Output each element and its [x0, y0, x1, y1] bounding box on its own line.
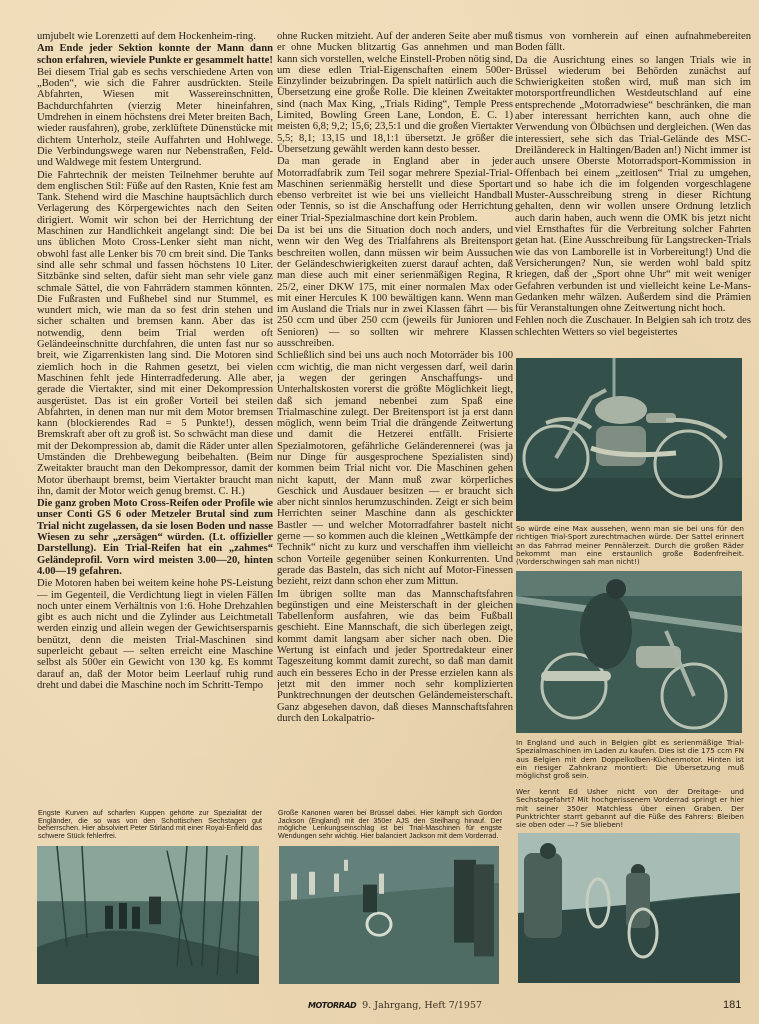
paragraph: Im übrigen sollte man das Mannschaftsfahren begünstigen und eine Meisterschaft in der gleichen Tabellenform ausfahren, wie das beim Fußball geschieht. Eine Mannschaft, die sich überlegen zeigt, kommt damit langsam aber sicher nach oben. Die Wertung ist einfach und jeder Sportredakteur einer Tageszeitung kommt damit zurecht, so daß man damit auch ein besseres Echo in der Presse erzielen kann als jetzt mit den immer noch sehr komplizierten Punktrechnungen der deutschen Geländemeisterschaft. Ganz abgesehen davon, daß dieses Mannschaftsfahren durch den Lokalpatrio-	[277, 588, 513, 724]
paragraph: Schließlich sind bei uns auch noch Motorräder bis 100 ccm wichtig, die man nicht vergessen darf, weil darin ja wegen der geringen Anschaffungs- und Unterhaltskosten vorerst die größte Möglichkeit liegt, daß sich jemand nebenbei zum Spaß eine Trialmaschine zulegt. Der Breitensport ist ja erst dann möglich, wenn beim Trial die drängende Zeitwertung und damit die Hetzerei entfällt. Frisierte Spezialmotoren, gefährliche Geländerennerei (was ja nur Dinge für ausgesprochene Spezialisten sind) kommen beim Trial nicht vor. Die Maschinen gehen nicht kaputt, der Mann muß zwar körperliches Geschick und Ausdauer besitzen — er braucht sich aber nicht sinnlos herumzuschinden. Zeigt er sich beim Herrichten seiner Maschine dann als geschickter Bastler — und welcher Motorradfahrer bastelt nicht gerne — so kommen auch die kleinen „Wettkämpfe der Technik“ nicht zu kurz und verschaffen ihm vielleicht schon Vorteile gegenüber seinen Konkurrenten. Und gerade das Basteln, das sich nicht auf Motor-Finessen bezieht, reizt dann schon eher zum Mittun.	[277, 350, 513, 588]
page-footer	[308, 1000, 482, 1011]
caption-gordon-jackson: Große Kanonen waren bei Brüssel dabei. Hier kämpft sich Gordon Jackson (England) mit der 350er AJS den Steilhang hinauf. Der mögliche Lenkungseinschlag ist bei Trial-Maschinen für engste Wendungen sehr wichtig. Hier balanciert Jackson mit dem Vorderrad.	[278, 808, 502, 840]
caption-peter-stirland: Engste Kurven auf scharfen Kuppen gehörte zur Spezialität der Engländer, die so was von den Schottischen Sechstagen gut beherrschen. Hier absolviert Peter Stirland mit einer Royal-Enfield das schwere Stück fehlerfrei.	[38, 808, 262, 840]
paragraph: ohne Rucken mitzieht. Auf der anderen Seite aber muß er ohne Mucken blitzartig Gas annehmen und man kann sich vorstellen, welche Einstell-Proben nötig sind, um diese edlen Trial-Eigenschaften einem 500er-Einzylinder beizubringen. Da spielt natürlich auch die Übersetzung eine große Rolle. Die kleinen Zweitakter sind (nach Max King, „Trials Riding“, Temple Press Limited, Bowling Green Lane, London, E. C. 1) meisten 6,8; 9,2; 15,6; 23,5:1 und die großen Viertakter 5,5; 8,1; 13,15 und 18,1:1 übersetzt. Je größer die Übersetzung gewählt werden kann desto besser.	[277, 31, 513, 155]
caption-fn-trial-bike: In England und auch in Belgien gibt es serienmäßige Trial-Spezialmaschinen im Laden zu kaufen. Dies ist die 175 ccm FN aus Belgien mit dem Doppelkolben-Küchenmotor. Hinten ist ein riesiger Zahnkranz montiert: Die Übersetzung muß möglichst groß sein.	[516, 738, 744, 781]
paragraph: Da man gerade in England aber in jeder Motorradfabrik zum Teil sogar mehrere Spezial-Trial-Maschinen serienmäßig herstellt und diese Sportart ebenso verbreitet ist wie bei uns vielleicht Handball oder Tennis, so ist die Anschaffung oder Herrichtung einer Trial-Spezialmaschine dort kein Problem.	[277, 156, 513, 224]
caption-ed-usher: Wer kennt Ed Usher nicht von der Dreitage- und Sechstagefahrt? Mit hochgerissenem Vorderrad springt er hier mit seiner 350er Matchless über einen Graben. Der Punktrichter starrt gebannt auf die Füße des Fahrers: Bleiben sie oben oder —? Sie blieben!	[516, 787, 744, 830]
photo-ed-usher	[518, 833, 740, 983]
paragraph: Bei diesem Trial gab es sechs verschiedene Arten von „Boden“, wie sich die Fahrer ausdrückten. Steile Abfahrten, Wiesen mit Wassereinschnitten, Bachdurchfahrten (vierzig Meter hineinfahren, Umdrehen in einem höchstens drei Meter breiten Bach, wieder rausfahren), grobe, zerklüftete Dünenstücke mit dichtem Unterholz, steile Auffahrten und Hohlwege. Die Verbindungswege waren nur Nebenstraßen, Feld- und Waldwege mit festem Untergrund.	[37, 66, 273, 169]
page-number: 181	[723, 999, 742, 1011]
magazine-logo: MOTORRAD	[308, 1001, 357, 1010]
paragraph: Da ist bei uns die Situation doch noch anders, und wenn wir den Weg des Trialfahrens als Breitensport beschreiten wollen, dann müssen wir beim Aussuchen der Geländeschwierigkeiten zuerst darauf achten, daß man diese auch mit einer serienmäßigen Regina, R 25/2, einer DKW 175, mit einer normalen Max oder mit einer Hercules K 100 bewältigen kann. Wenn man im Ausland die Trials nur in zwei Klassen fährt — bis 250 ccm und über 250 ccm (jeweils für Junioren und Senioren) — so sollten wir mehrere Klassen ausschreiben.	[277, 225, 513, 350]
paragraph: umjubelt wie Lorenzetti auf dem Hockenheim-ring.	[37, 31, 256, 42]
paragraph: Fehlen noch die Zuschauer. In Belgien sah ich trotz des schlechten Wetters so viel begeistertes	[515, 315, 751, 338]
text-column-2	[277, 31, 513, 807]
photo-peter-stirland	[37, 846, 259, 984]
paragraph: Die Fahrtechnik der meisten Teilnehmer beruhte auf dem englischen Stil: Füße auf den Rasten, Knie fest am Tank. Stehend wird die Maschine hauptsächlich durch Verlagerung des Körpergewichtes nach den Seiten dirigiert. Womit wir schon bei der Herrichtung der Maschinen zur Handlichkeit angelangt sind: Die bei uns üblichen Moto Cross-Lenker sieht man nicht, obwohl fast alle Lenker bis 70 cm breit sind. Die Tanks sind alle sehr schmal und fassen höchstens 10 Liter. Sitzbänke sind selten, dafür sieht man sehr viele ganz schmale Sättel, die von Fahrrädern stammen könnten. Die Fußrasten und Fußhebel sind nur Stummel, es wundert mich, wie man da so fest drin stehen und sicher schalten und bremsen kann. Aber das ist notwendig, denn beim Trial werden oft Geländeeinschnitte durchfahren, die unten fast nur so breit, wie Zigarrenkisten lang sind. Die Motoren sind ziemlich hoch in die Rahmen gesetzt, bei vielen Maschinen fehlt jede Hinterradfederung. Alle aber, gerade die Viertakter, sind mit einer Dekompression ausgerüstet. Das ist ein großer Vorteil bei steilen Abfahrten, in denen man nur mit dem Motor bremsen kann (blockierendes Rad = 5 Punkte!), dessen Bremskraft aber oft zu groß ist. So schwächt man diese mit der Dekompression ab, damit die Räder unter allen Umständen die Drehbewegung beibehalten. (Beim Zweitakter braucht man den Dekompressor, damit der Motor überhaupt bremst, beim Viertakter braucht man ihn, damit der Motor weich genug bremst. C. H.)	[37, 169, 273, 497]
text-column-3	[515, 31, 751, 353]
paragraph: Die Motoren haben bei weitem keine hohe PS-Leistung — im Gegenteil, die Verdichtung liegt in vielen Fällen noch unter einem Verhältnis von 1:6. Hohe Drehzahlen gibt es auch nicht und die Zylinder aus Leichtmetall werden einzig und allein wegen der Gewichtsersparnis benützt, denn die meisten Trial-Maschinen sind superleicht gebaut — selten erreicht eine Maschine selbst als 500er ein Gewicht von 130 kg. Es kommt darauf an, daß der Motor beim Leerlauf ruhig rund dreht und dabei die Maschine noch im Schritt-Tempo	[37, 578, 273, 691]
photo-fn-trial-bike	[516, 571, 742, 733]
paragraph: tismus von vornherein auf einen aufnahmebereiten Boden fällt.	[515, 31, 751, 54]
paragraph: Am Ende jeder Sektion konnte der Mann dann schon erfahren, wieviele Punkte er gesammelt hatte!	[37, 43, 273, 66]
photo-gordon-jackson	[279, 846, 499, 984]
text-column-1	[37, 31, 273, 807]
photo-max-trial-bike	[516, 358, 742, 521]
paragraph: Die ganz groben Moto Cross-Reifen oder Profile wie unser Conti GS 6 oder Metzeler Brutal sind zum Trial nicht zugelassen, da sie losen Boden und nasse Wiesen zu sehr „zersägen“ würden. (Lt. offizieller Darstellung). Ein Trial-Reifen hat ein „zahmes“ Geländeprofil. Vorn wird meisten 3.00—20, hinten 4.00—19 gefahren.	[37, 498, 273, 577]
caption-max-trial-bike: So würde eine Max aussehen, wenn man sie bei uns für den richtigen Trial-Sport zurechtmachen würde. Der Sattel erinnert an das Fahrrad meiner Pennälerzeit. Durch die großen Räder bekommt man eine erstaunlich große Bodenfreiheit. (Vorderschwingen sah man nicht!)	[516, 524, 744, 567]
issue-info: 9. Jahrgang, Heft 7/1957	[362, 1000, 483, 1011]
paragraph: Da die Ausrichtung eines so langen Trials wie in Brüssel wiederum bei Behörden zunächst auf Schwierigkeiten stoßen wird, muß man sich im motorsportfreundlichen Westdeutschland auf eine entsprechende „Motorradwiese“ beschränken, die man aber interessant herrichten kann, auch ohne die Verwendung von Ölbüchsen und dergleichen. (Wen das interessiert, sehe sich das Trial-Gelände des MSC-Dreiländereck in Haltingen/Baden an!) Nicht immer ist auch unsere Oberste Motorradsport-Kommission in Offenbach bei einem „zeitlosen“ Trial zu umgehen, und so habe ich die im folgenden vorgeschlagene Muster-Ausschreibung streng in dieser Richtung gehalten, denn wir wollen unsere Ordnung letzlich auch darin haben, auch wenn die OMK bis jetzt nicht viel Ernsthaftes für die Verbreitung solcher Fahrten getan hat. (Eine Ausschreibung für Langstrecken-Trials wie das von Lamborelle ist in Vorbereitung!) Und die Versicherungen? Nun, sie werden wohl bald spitz kriegen, daß der „Sport ohne Uhr“ mit weit weniger Gefahren verbunden ist und vielleicht keine Le-Mans-Gedanken mehr wälzen. Außerdem sind die Prämien für Veranstaltungen ohne Zeitwertung nicht hoch.	[515, 54, 751, 315]
